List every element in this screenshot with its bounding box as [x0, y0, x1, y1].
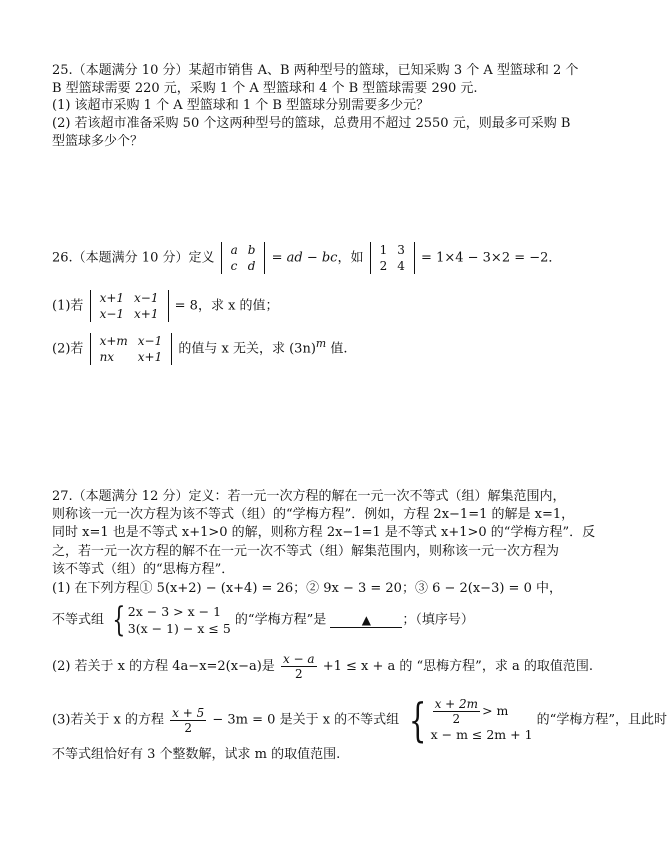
q27-line-2: 则称该一元一次方程为该不等式（组）的“学梅方程”．例如，方程 2x−1=1 的解是 x=1， [52, 507, 575, 522]
q27-line-4: 之，若一元一次方程的解不在一元一次不等式（组）解集范围内，则称该一元一次方程为 [52, 544, 560, 559]
triangle-marker: ▲ [361, 612, 371, 627]
q26-example-determinant [370, 242, 415, 274]
q27-p3-mid: − 3m = 0 是关于 x 的不等式组 [212, 712, 400, 728]
fraction-numerator: x + 2m [434, 697, 479, 711]
fraction [433, 697, 480, 726]
fraction-denominator: 2 [452, 712, 461, 726]
system-row: 3(x − 1) − x ≤ 5 [127, 621, 231, 636]
q27-p2-pre: (2) 若关于 x 的方程 4a−x=2(x−a)是 [52, 659, 275, 674]
q27-line-1: 27.（本题满分 12 分）定义：若一元一次方程的解在一元一次不等式（组）解集范围内， [52, 489, 566, 504]
q26-p1-rhs: = 8 [174, 298, 198, 314]
det-cell: x−1 [99, 307, 125, 321]
q26-intro: 26.（本题满分 10 分）定义 [52, 250, 215, 266]
det-cell: d [247, 259, 256, 273]
system-row: 2x − 3 > x − 1 [127, 604, 222, 619]
q26-p2-exponent: m [315, 337, 327, 351]
q26-example-rhs: = 1×4 − 3×2 = −2 [421, 250, 549, 266]
q26-p2-end: 值. [326, 341, 348, 357]
q27-part-2 [52, 652, 593, 681]
answer-blank [330, 613, 402, 628]
q27-p3-after: 的“学梅方程”，且此时 [536, 712, 667, 728]
q26-p2-label: (2)若 [52, 341, 84, 357]
q27-p1-fill: ；（填序号） [402, 612, 474, 628]
q26-part-1 [52, 290, 279, 322]
q26-definition [52, 242, 561, 274]
q27-p3-pre: (3)若关于 x 的方程 [52, 712, 165, 728]
det-cell: x−1 [134, 291, 159, 305]
q26-example-end: ． [548, 250, 562, 266]
q26-definition-rhs: = ad − bc [271, 250, 338, 266]
q26-example-word: ，如 [337, 250, 364, 266]
det-cell: a [230, 243, 238, 257]
q26-p1-label: (1)若 [52, 298, 84, 314]
fraction-denominator: 2 [184, 720, 193, 735]
det-cell: 4 [397, 259, 405, 273]
q27-p1-sys-label: 不等式组 [52, 612, 105, 628]
fraction [281, 652, 317, 681]
q27-inequality-system [108, 600, 231, 640]
det-cell: nx [99, 350, 115, 364]
system-row: x − m ≤ 2m + 1 [430, 727, 533, 742]
q27-part-3-last: 不等式组恰好有 3 个整数解，试求 m 的取值范围. [52, 747, 341, 762]
q25-line-1: 25.（本题满分 10 分）某超市销售 A、B 两种型号的篮球，已知采购 3 个 A 型篮球和 2 个 [52, 63, 579, 78]
q25-line-2: B 型篮球需要 220 元，采购 1 个 A 型篮球和 4 个 B 型篮球需要 290 元. [52, 81, 478, 96]
det-cell: 2 [379, 259, 388, 273]
q27-p3-inequality-system [403, 693, 533, 747]
q27-line-5: 该不等式（组）的“思梅方程”． [52, 562, 235, 577]
q27-part-3 [52, 693, 667, 747]
system-row: > m [482, 703, 509, 718]
q27-p2-mid: +1 ≤ x + a 的 “思梅方程”，求 a 的取值范围. [322, 659, 593, 674]
q27-p1-after: 的“学梅方程”是 [234, 612, 327, 628]
q26-p1-determinant [90, 290, 169, 322]
q26-part-2 [52, 333, 347, 365]
q27-part-1: (1) 在下列方程① 5(x+2) − (x+4) = 26；② 9x − 3 = 20；③ 6 − 2(x−3) = 0 中， [52, 581, 562, 596]
det-cell: x−1 [137, 334, 163, 348]
fraction-denominator: 2 [294, 667, 303, 681]
det-cell: x+1 [134, 307, 159, 321]
q26-p2-determinant [90, 333, 173, 365]
q26-p1-text: ，求 x 的值； [197, 298, 279, 314]
q25-part-2: (2) 若该超市准备采购 50 个这两种型号的篮球，总费用不超过 2550 元，则最多可采购 B [52, 116, 571, 131]
q27-part-1-system [52, 600, 474, 640]
det-cell: x+m [99, 334, 128, 348]
det-cell: c [230, 259, 238, 273]
q25-part-1: (1) 该超市采购 1 个 A 型篮球和 1 个 B 型篮球分别需要多少元？ [52, 98, 430, 113]
det-cell: x+1 [137, 350, 163, 364]
fraction-numerator: x + 5 [172, 705, 205, 720]
left-brace: { [409, 693, 427, 747]
q25-line-5: 型篮球多少个？ [52, 134, 144, 149]
det-cell: 1 [379, 243, 388, 257]
left-brace: { [112, 600, 126, 640]
fraction-numerator: x − a [282, 652, 315, 666]
q26-definition-determinant [221, 242, 266, 274]
det-cell: 3 [397, 243, 405, 257]
det-cell: b [247, 243, 256, 257]
q26-p2-text: 的值与 x 无关，求 (3n) [178, 341, 316, 357]
det-cell: x+1 [99, 291, 125, 305]
q27-line-3: 同时 x=1 也是不等式 x+1>0 的解，则称方程 2x−1=1 是不等式 x+1>0 的“学梅方程”．反 [52, 525, 596, 540]
fraction [170, 706, 206, 735]
